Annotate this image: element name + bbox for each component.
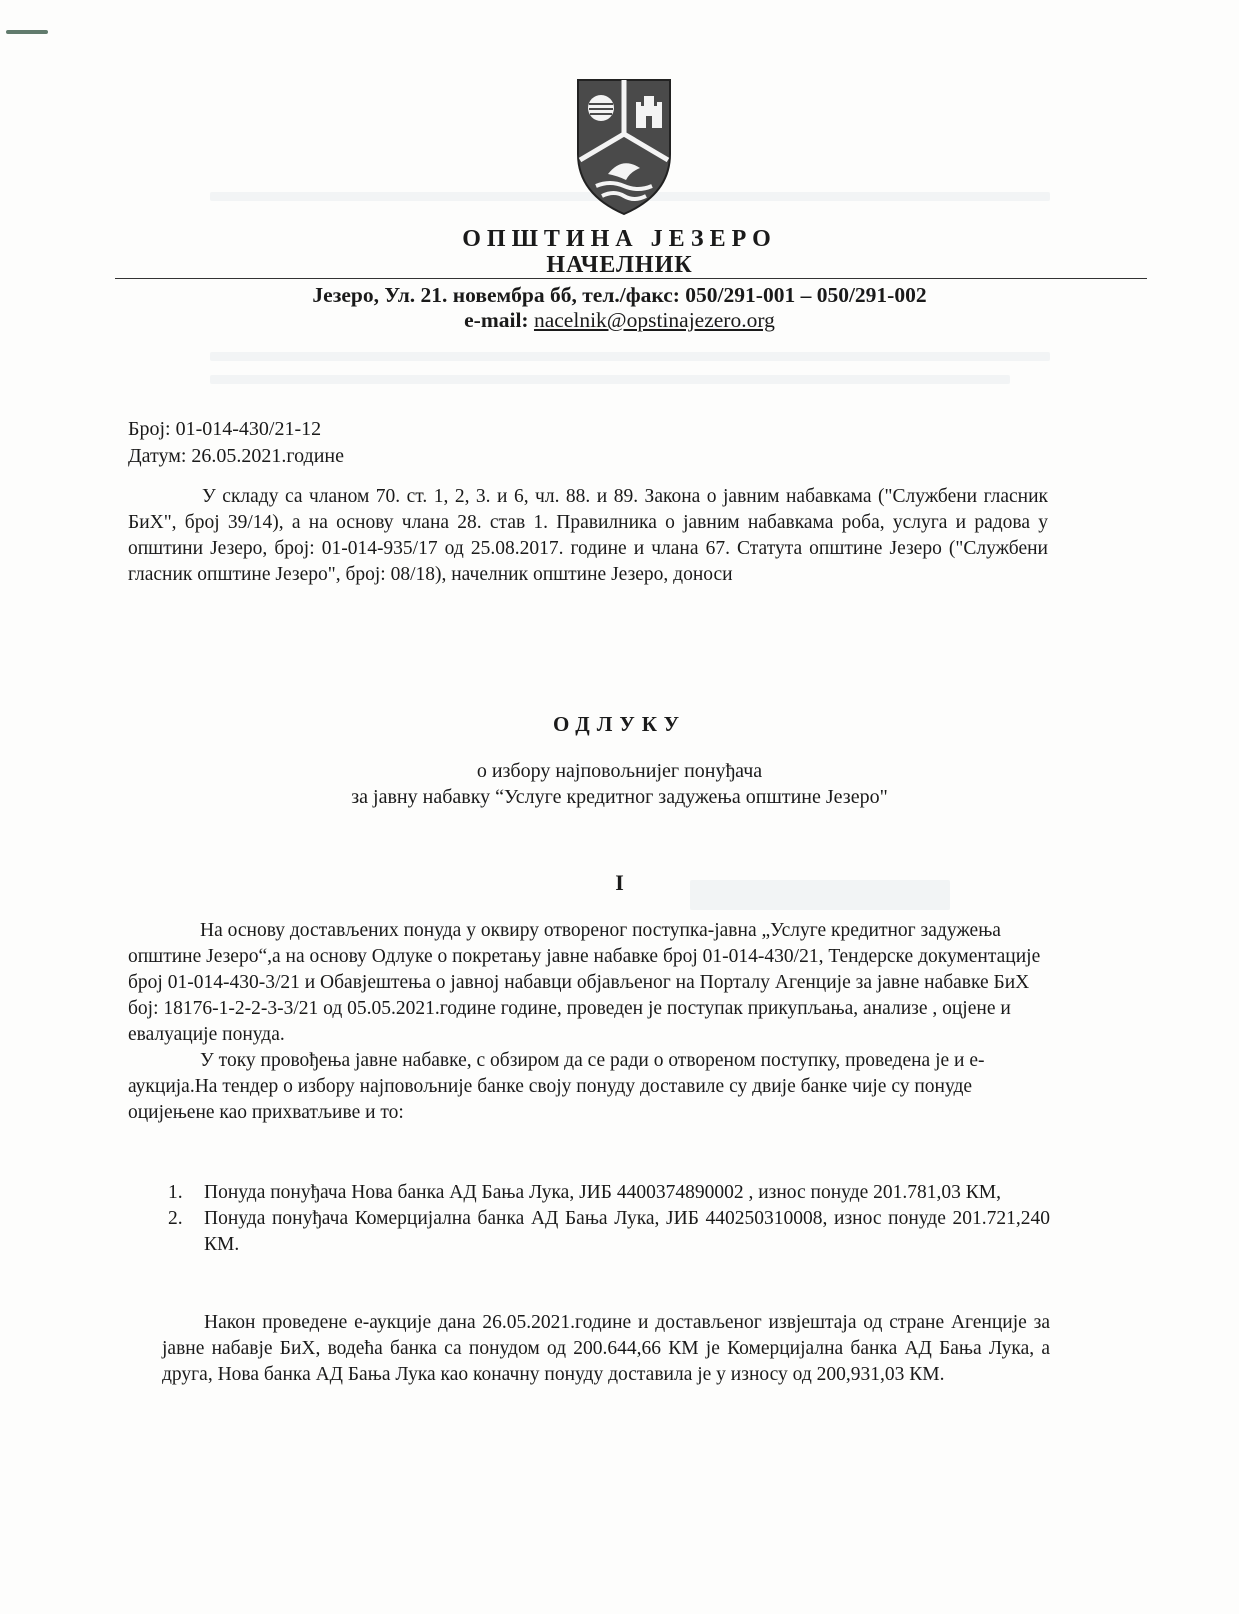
office-title: НАЧЕЛНИК: [546, 252, 693, 278]
decision-subject-line-2: за јавну набавку “Услуге кредитног задужења општине Језеро": [351, 786, 888, 808]
document-number: Број: 01-014-430/21-12: [128, 418, 322, 440]
section-paragraph-2: У току провођења јавне набавке, с обзиром да се ради о отвореном поступку, проведена је и е-аукција.На тендер о избору најповољније банке своју понуду доставиле су двије банке чије су понуде оцијењене као прихватљиве и то:: [128, 1050, 985, 1123]
bleed-through: [210, 375, 1010, 384]
header-divider: [115, 278, 1147, 279]
offer-list: [160, 1180, 1050, 1258]
offer-text: Понуда понуђача Нова банка АД Бања Лука, ЈИБ 4400374890002 , износ понуде 201.781,03 КМ,: [204, 1182, 1001, 1203]
section-paragraph-3: Након проведене е-аукције дана 26.05.2021.године и достављеног извјештаја од стране Агенције за јавне набавје БиХ, водећа банка са понудом од 200.644,66 КМ је Комерцијална банка АД Бања Лука, а друга, Нова банка АД Бања Лука као коначну понуду доставила је у износу од 200,931,03 КМ.: [162, 1312, 1050, 1385]
municipality-name: ОПШТИНА ЈЕЗЕРО: [462, 226, 777, 252]
intro-paragraph: У складу са чланом 70. ст. 1, 2, 3. и 6, чл. 88. и 89. Закона о јавним набавкама ("Службени гласник БиХ", број 39/14), а на основу члана 28. став 1. Правилника о јавним набавкама роба, услуга и радова у општини Језеро, број: 01-014-935/17 од 25.08.2017. године и члана 67. Статута општине Језеро ("Службени гласник општине Језеро", број: 08/18), начелник општине Језеро, доноси: [128, 486, 1048, 585]
document-date: Датум: 26.05.2021.године: [128, 445, 345, 467]
email-label: e-mail:: [464, 308, 529, 332]
offer-item: [160, 1180, 1050, 1206]
municipal-crest-icon: [574, 76, 674, 218]
section-heading: I: [615, 870, 624, 895]
scan-mark: [6, 30, 48, 34]
bleed-through: [210, 352, 1050, 361]
offer-item: [160, 1206, 1050, 1258]
decision-title: ОДЛУКУ: [552, 712, 686, 736]
header-email-line: [0, 308, 1239, 333]
offer-text: Понуда понуђача Комерцијална банка АД Бања Лука, ЈИБ 440250310008, износ понуде 201.721,240 КМ.: [204, 1208, 1050, 1255]
email-link[interactable]: nacelnik@opstinajezero.org: [533, 308, 775, 332]
header-address: Језеро, Ул. 21. новембра бб, тел./факс: 050/291-001 – 050/291-002: [312, 283, 927, 307]
offer-number: 2.: [168, 1208, 183, 1229]
section-paragraph-1: На основу достављених понуда у оквиру отвореног поступка-јавна „Услуге кредитног задужења општине Језеро“,а на основу Одлуке о покретању јавне набавке број 01-014-430/21, Тендерске документације број 01-014-430-3/21 и Обавјештења о јавној набавци објављеног на Порталу Агенције за јавне набавке БиХ бој: 18176-1-2-2-3-3/21 од 05.05.2021.године године, проведен је поступак прикупљања, анализе , оцјене и евалуације понуда.: [128, 920, 1041, 1045]
offer-number: 1.: [168, 1182, 183, 1203]
decision-subject-line-1: о избору најповољнијег понуђача: [476, 760, 763, 782]
